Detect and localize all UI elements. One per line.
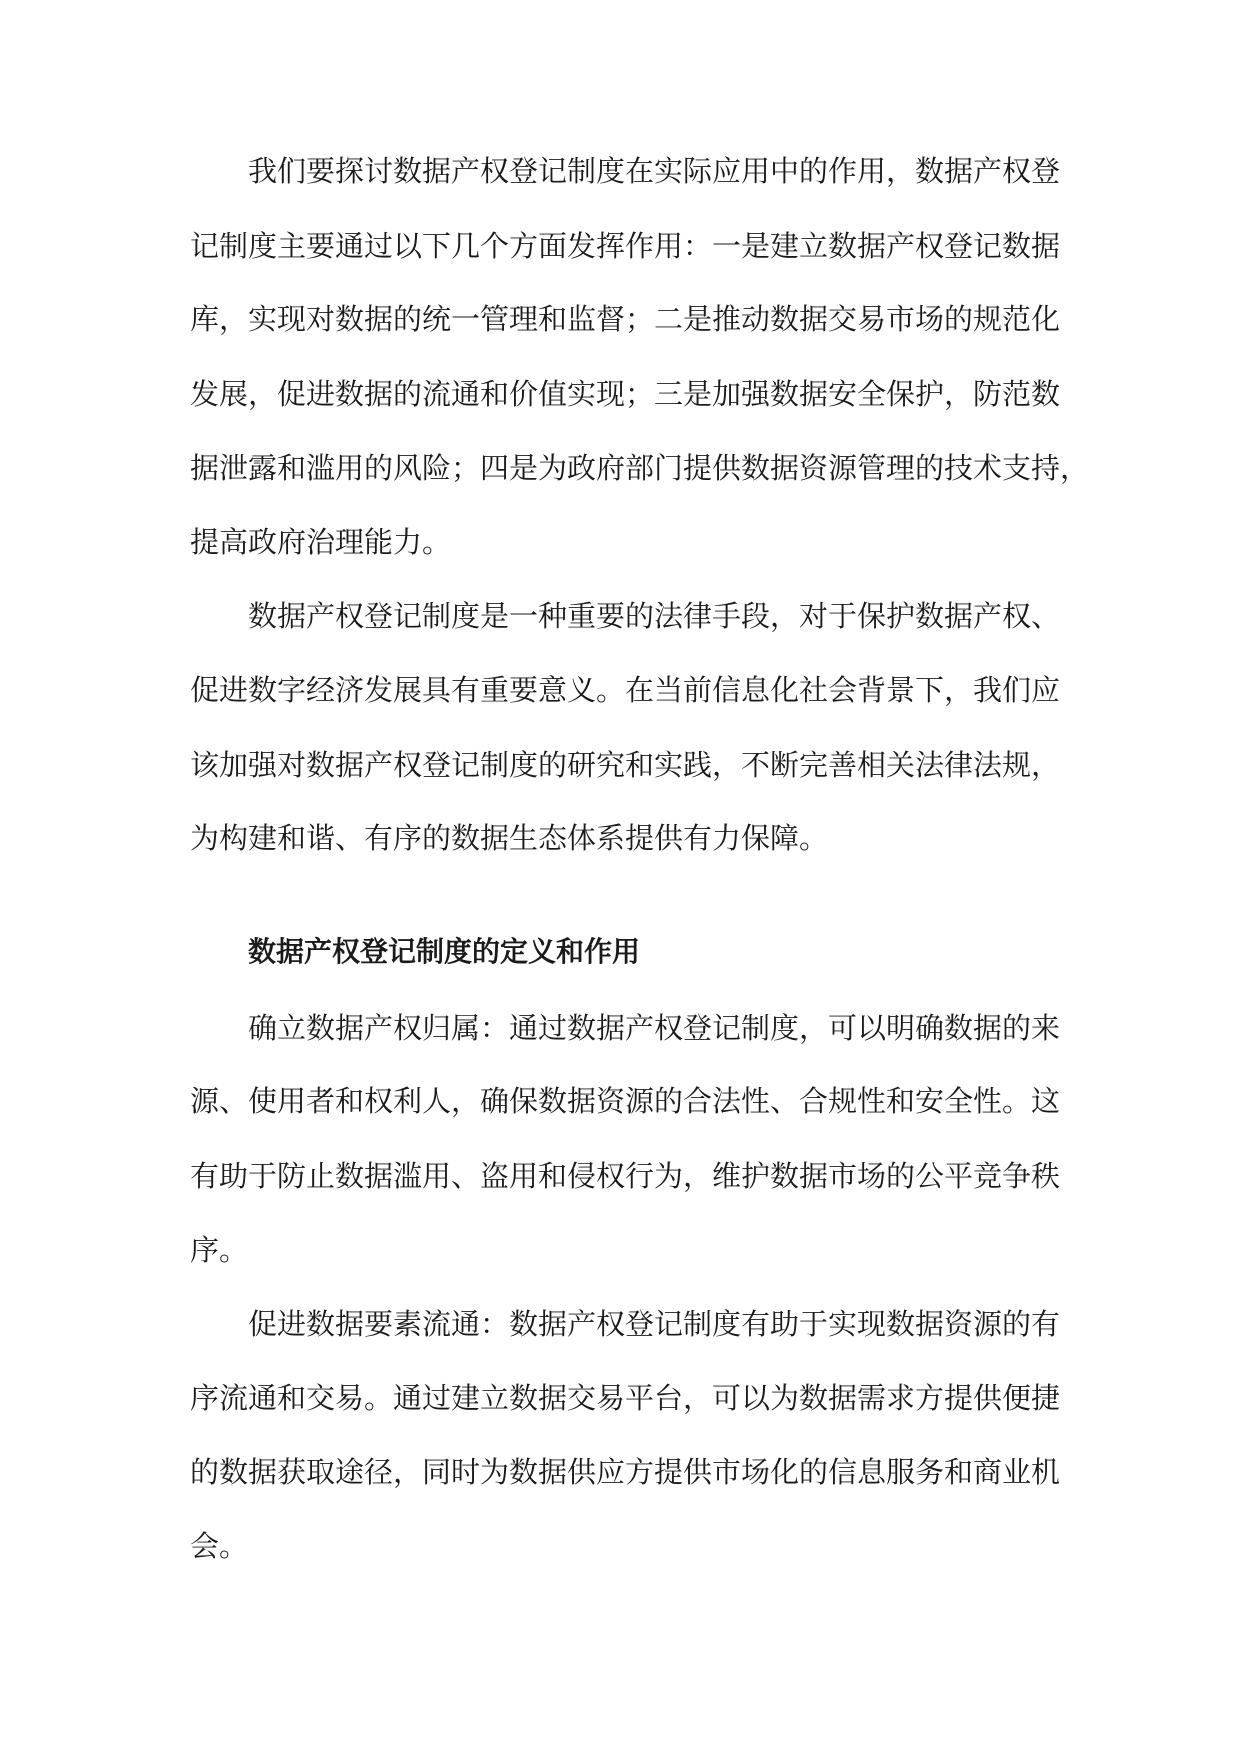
paragraph-2-line-4: 为构建和谐、有序的数据生态体系提供有力保障。 bbox=[190, 821, 829, 855]
paragraph-1-line-3: 库，实现对数据的统一管理和监督；二是推动数据交易市场的规范化 bbox=[190, 302, 1061, 336]
paragraph-1-line-2: 记制度主要通过以下几个方面发挥作用：一是建立数据产权登记数据 bbox=[190, 229, 1061, 263]
paragraph-2-line-2: 促进数字经济发展具有重要意义。在当前信息化社会背景下，我们应 bbox=[190, 673, 1061, 707]
paragraph-4-line-2: 序流通和交易。通过建立数据交易平台，可以为数据需求方提供便捷 bbox=[190, 1381, 1061, 1415]
paragraph-1-line-5: 据泄露和滥用的风险；四是为政府部门提供数据资源管理的技术支持， bbox=[190, 451, 1090, 485]
paragraph-2-line-3: 该加强对数据产权登记制度的研究和实践，不断完善相关法律法规， bbox=[190, 748, 1061, 782]
section-heading: 数据产权登记制度的定义和作用 bbox=[248, 935, 641, 968]
paragraph-4-line-1: 促进数据要素流通：数据产权登记制度有助于实现数据资源的有 bbox=[248, 1307, 1061, 1341]
paragraph-3-line-3: 有助于防止数据滥用、盗用和侵权行为，维护数据市场的公平竞争秩 bbox=[190, 1159, 1061, 1193]
paragraph-4-line-3: 的数据获取途径，同时为数据供应方提供市场化的信息服务和商业机 bbox=[190, 1455, 1061, 1489]
paragraph-1-line-1: 我们要探讨数据产权登记制度在实际应用中的作用，数据产权登 bbox=[248, 154, 1061, 188]
paragraph-2-line-1: 数据产权登记制度是一种重要的法律手段，对于保护数据产权、 bbox=[248, 599, 1061, 633]
paragraph-3-line-1: 确立数据产权归属：通过数据产权登记制度，可以明确数据的来 bbox=[248, 1011, 1061, 1045]
paragraph-4-line-4: 会。 bbox=[190, 1529, 249, 1563]
paragraph-3-line-2: 源、使用者和权利人，确保数据资源的合法性、合规性和安全性。这 bbox=[190, 1084, 1061, 1118]
paragraph-1-line-6: 提高政府治理能力。 bbox=[190, 525, 452, 559]
paragraph-1-line-4: 发展，促进数据的流通和价值实现；三是加强数据安全保护，防范数 bbox=[190, 377, 1061, 411]
paragraph-3-line-4: 序。 bbox=[190, 1233, 249, 1267]
